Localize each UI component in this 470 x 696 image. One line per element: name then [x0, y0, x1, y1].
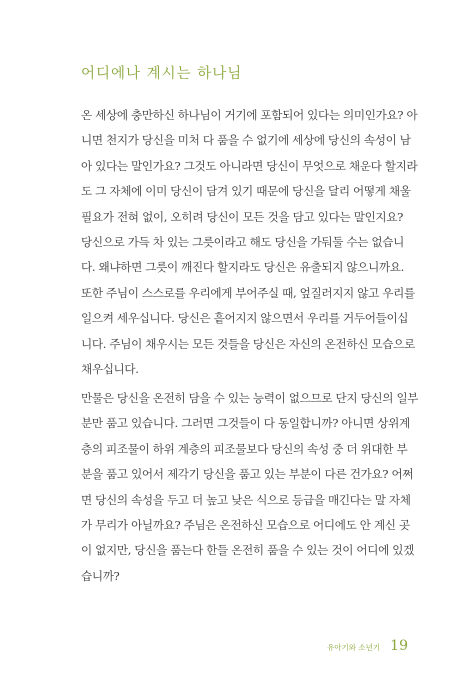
paragraph-line: 온 세상에 충만하신 하나님이 거기에 포함되어 있다는 의미인가요? 아	[81, 108, 418, 122]
paragraph-line: 당신으로 가득 차 있는 그릇이라고 해도 당신을 가둬둘 수는 없습니	[81, 234, 404, 249]
paragraph-line: 니다. 주님이 채우시는 모든 것들을 당신은 자신의 온전하신 모습으로	[81, 336, 415, 351]
paragraph-line: 분만 품고 있습니다. 그러면 그것들이 다 동일합니까? 아니면 상위계	[81, 416, 410, 431]
paragraph-line: 일으켜 세우십니다. 당신은 흩어지지 않으면서 우리를 거두어들이십	[81, 311, 409, 326]
paragraph-line: 층의 피조물이 하위 계층의 피조물보다 당신의 속성 중 더 위대한 부	[81, 441, 408, 456]
page-footer	[327, 638, 408, 654]
paragraph-line: 습니까?	[81, 568, 120, 583]
paragraph-line: 만물은 당신을 온전히 담을 수 있는 능력이 없으므로 단지 당신의 일부	[81, 391, 419, 405]
paragraph-line: 다. 왜냐하면 그릇이 깨진다 할지라도 당신은 유출되지 않으니까요.	[81, 260, 404, 275]
running-book-title: 유아기와 소년기	[327, 643, 381, 652]
paragraph-line: 분을 품고 있어서 제각기 당신을 품고 있는 부분이 다른 건가요? 어쩌	[81, 467, 414, 482]
paragraph-line: 도 그 자체에 이미 당신이 담겨 있기 때문에 당신을 달리 어떻게 채울	[81, 184, 411, 199]
paragraph-line: 가 무리가 아닐까요? 주님은 온전하신 모습으로 어디에도 안 계신 곳	[81, 517, 410, 532]
page-number: 19	[390, 638, 408, 654]
paragraph-line: 채우십니다.	[81, 361, 139, 376]
paragraph-line: 또한 주님이 스스로를 우리에게 부어주실 때, 엎질러지지 않고 우리를	[81, 285, 415, 300]
paragraph-line: 니면 천지가 당신을 미처 다 품을 수 없기에 세상에 당신의 속성이 남	[81, 133, 411, 148]
paragraph-line: 필요가 전혀 없이, 오히려 당신이 모든 것을 담고 있다는 말인지요?	[81, 209, 403, 224]
section-heading: 어디에나 계시는 하나님	[81, 66, 243, 82]
paragraph-line: 면 당신의 속성을 두고 더 높고 낮은 식으로 등급을 매긴다는 말 자체	[81, 492, 411, 507]
paragraph-line: 이 없지만, 당신을 품는다 한들 온전히 품을 수 있는 것이 어디에 있겠	[81, 543, 414, 558]
paragraph-2	[81, 386, 419, 589]
paragraph-line: 아 있다는 말인가요? 그것도 아니라면 당신이 무엇으로 채운다 할지라	[81, 158, 418, 173]
paragraph-1	[81, 103, 418, 382]
